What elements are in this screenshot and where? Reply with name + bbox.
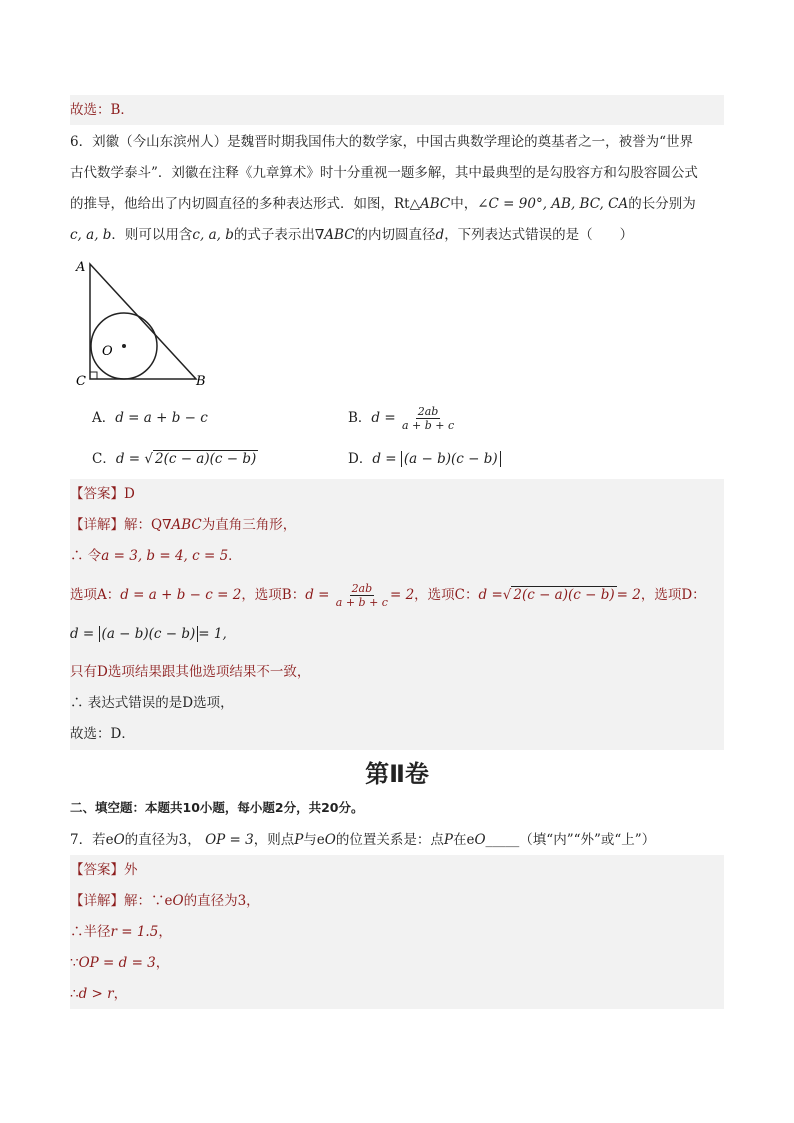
q7-text-i: 的位置关系是：点: [335, 832, 444, 848]
option-b-numerator: 2ab: [417, 405, 439, 418]
q6-detail-2a: ∴ 令: [70, 548, 102, 564]
q7-detail-line-4: [70, 979, 724, 1009]
q7-text-e: ，则点: [253, 832, 295, 848]
q6-answer-line: [70, 479, 724, 509]
q6-detail-line-1: [70, 510, 724, 540]
q7-detail-2b: r = 1.5: [110, 924, 159, 940]
q6-detail-3-c-radicand: 2(c − a)(c − b): [513, 587, 615, 603]
q6-detail-4-abs: (a − b)(c − b): [99, 626, 199, 642]
q6-detail-3-c-label: ，选项C：: [414, 587, 479, 603]
q7-answer-value: 外: [124, 862, 138, 878]
vertex-label-a: A: [76, 260, 86, 275]
q7-detail-2a: ∴半径: [70, 924, 111, 940]
q6-answer-label: 【答案】: [70, 486, 124, 502]
q7-detail-line-3: [70, 948, 724, 978]
q6-detail-line-3: 选项A：d = a + b − c = 2，选项B：d = $\frac{2ab}{a + b + c}$ = 2，选项C：d =√ 2(c − a)(c − b) = 2，选项D：: [70, 582, 706, 609]
center-label-o: O: [102, 344, 113, 359]
q7-text-j: P: [443, 832, 453, 848]
q7-detail-line-1: [70, 886, 724, 916]
part-2-title: 第Ⅱ卷: [365, 760, 429, 788]
section-2-heading: [70, 793, 724, 823]
option-b-lhs: d =: [371, 410, 396, 426]
option-c-label: C．: [92, 451, 116, 467]
q6-detail-line-4: [70, 619, 724, 649]
q6-detail-1a: 解：Q∇: [124, 517, 172, 533]
q6-detail-3-d-label: ，选项D：: [640, 587, 706, 603]
vertex-label-c: C: [76, 374, 86, 389]
option-d-lhs: d =: [372, 451, 397, 467]
q7-text-d: OP = 3: [205, 832, 254, 848]
q7-detail-3a: ∵: [70, 955, 79, 971]
q6-text-4h: ，下列表达式错误的是（ ）: [444, 227, 634, 243]
q7-detail-4b: d > r: [78, 986, 114, 1002]
q6-line-3: [70, 189, 724, 219]
q6-diameter-symbol: d: [435, 227, 445, 243]
q7-text-c: 的直径为3，: [124, 832, 201, 848]
q7-text-g: 与e: [303, 832, 325, 848]
section-2-text: 二、填空题：本题共10小题，每小题2分，共20分。: [70, 800, 364, 815]
option-b-label: B．: [348, 410, 372, 426]
q7-detail-4c: ，: [113, 986, 128, 1002]
q7-detail-2c: ，: [158, 924, 172, 940]
q7-answer-label: 【答案】: [70, 862, 124, 878]
q6-detail-3-b-denominator: a + b + c: [335, 596, 388, 609]
q6-detail-7: 故选：D．: [70, 726, 135, 742]
vertex-label-b: B: [196, 374, 206, 389]
q7-text-b: O: [113, 832, 125, 848]
q7-text-a: 7．若e: [70, 832, 114, 848]
q7-detail-4a: ∴: [70, 986, 79, 1002]
option-c-lhs: d =: [115, 451, 141, 467]
q6-detail-4-rhs: = 1,: [198, 626, 227, 642]
q6-text-4b: ．则可以用含: [111, 227, 193, 243]
option-a-expr: d = a + b − c: [115, 410, 208, 426]
q6-detail-3-a-label: 选项A：: [70, 587, 121, 603]
q6-text-3a: 的推导，他给出了内切圆直径的多种表达形式．如图，Rt△: [70, 196, 420, 212]
q6-detail-6: ∴ 表达式错误的是D选项，: [70, 695, 234, 711]
q6-detail-3-b-numerator: 2ab: [351, 582, 373, 595]
q7-text-k: 在e: [452, 832, 475, 848]
q6-sides-2: c, a, b: [192, 227, 234, 243]
q7-detail-1a: 解：∵e: [124, 893, 173, 909]
option-d-label: D．: [348, 451, 373, 467]
q7-text-h: O: [324, 832, 336, 848]
q6-detail-line-6: [70, 688, 724, 718]
q6-text-3c: 中，: [450, 196, 478, 212]
q7-text-m: _____（填“内”“外”或“上”）: [485, 832, 656, 848]
q6-detail-3-b-label: ，选项B：: [241, 587, 306, 603]
q6-detail-label: 【详解】: [70, 517, 124, 533]
option-d-abs: (a − b)(c − b): [401, 451, 501, 467]
q6-detail-3-c-rhs: = 2: [616, 587, 641, 603]
q7-text-l: O: [474, 832, 486, 848]
q6-triangle-name-2: ABC: [324, 227, 355, 243]
q7-question-line: [70, 825, 724, 855]
option-c: C．d = √ 2(c − a)(c − b): [92, 451, 257, 467]
q6-text-1: 6．刘徽（今山东滨州人）是魏晋时期我国伟大的数学家，中国古典数学理论的奠基者之一，被誉为“世界: [70, 134, 693, 150]
q6-detail-4-lhs: d =: [70, 626, 95, 642]
q6-text-3e: 的长分别为: [628, 196, 696, 212]
q7-detail-1b: O: [172, 893, 184, 909]
option-a-label: A．: [92, 410, 116, 426]
q6-detail-2b: a = 3, b = 4, c = 5: [101, 548, 229, 564]
q7-detail-label: 【详解】: [70, 893, 124, 909]
q6-answer-value: D: [124, 486, 135, 502]
center-point: [122, 344, 126, 348]
q7-text-f: P: [294, 832, 304, 848]
q6-detail-3-b-rhs: = 2: [389, 587, 415, 603]
q7-answer-line: [70, 855, 724, 885]
option-a: [92, 403, 208, 433]
triangle-shape: [90, 264, 196, 379]
triangle-incircle-figure: [74, 255, 214, 390]
q6-text-4f: 的内切圆直径: [354, 227, 436, 243]
q6-angle-condition: ∠C = 90°, AB, BC, CA: [477, 196, 629, 212]
option-b-denominator: a + b + c: [401, 419, 455, 432]
q6-line-1: [70, 127, 724, 157]
q6-text-2: 古代数学泰斗”．刘徽在注释《九章算术》时十分重视一题多解，其中最典型的是勾股容方和勾股容圆公式: [70, 165, 698, 181]
q7-detail-line-2: [70, 917, 724, 947]
q6-detail-3-a-expr: d = a + b − c = 2: [120, 587, 242, 603]
q6-detail-3-b-fraction: [336, 582, 388, 609]
q6-detail-line-2: [70, 541, 724, 571]
q6-detail-line-7: [70, 719, 724, 749]
q7-detail-1c: 的直径为3，: [183, 893, 260, 909]
q6-detail-2c: ．: [228, 548, 242, 564]
right-angle-mark: [90, 372, 97, 379]
q6-line-2: [70, 158, 724, 188]
q6-sides-1: c, a, b: [70, 227, 112, 243]
q6-detail-3-b-lhs: d =: [305, 587, 330, 603]
previous-answer-text: 故选：B．: [70, 102, 134, 118]
q7-detail-3b: OP = d = 3: [78, 955, 156, 971]
q6-triangle-name: ABC: [419, 196, 451, 212]
q6-line-4: [70, 220, 724, 250]
q6-text-4d: 的式子表示出∇: [233, 227, 325, 243]
q6-detail-line-5: [70, 657, 724, 687]
option-c-radicand: 2(c − a)(c − b): [155, 451, 257, 467]
option-d: [348, 444, 501, 474]
q6-detail-5: 只有D选项结果跟其他选项结果不一致，: [70, 664, 311, 680]
q7-detail-3c: ，: [155, 955, 170, 971]
option-b-fraction: [402, 405, 454, 432]
q6-detail-1c: 为直角三角形，: [201, 517, 297, 533]
option-b: [348, 403, 456, 433]
q6-detail-3-c-lhs: d =: [478, 587, 503, 603]
previous-answer-line: [70, 95, 724, 125]
q6-detail-1b: ABC: [171, 517, 202, 533]
